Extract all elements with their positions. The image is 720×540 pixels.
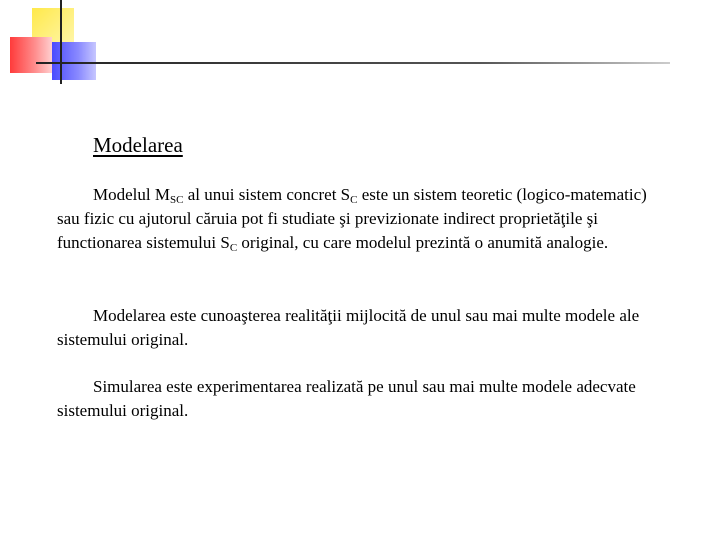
header-rule-line (36, 62, 670, 64)
paragraph-modelling-definition: Modelarea este cunoaşterea realităţii mijlocită de unul sau mai multe modele ale sistemului original. (57, 306, 640, 349)
p1-text-2: al unui sistem concret S (183, 185, 351, 204)
logo-red-square (10, 37, 52, 73)
p1-text-3: este un sistem teoretic (logico-matematic) sau fizic cu ajutorul căruia pot fi studiate şi previzionate indirect proprietăţile şi functionarea sistemului S (57, 185, 647, 252)
logo-blue-square (52, 42, 96, 80)
paragraph-simulation-definition: Simularea este experimentarea realizată pe unul sau mai multe modele adecvate sistemului original. (57, 377, 636, 420)
slide-title: Modelarea (93, 133, 183, 157)
p1-subscript-2: C (350, 194, 358, 206)
p1-subscript-1: SC (169, 194, 184, 206)
p1-text-1: Modelul M (93, 185, 170, 204)
p1-subscript-3: C (229, 242, 238, 254)
paragraph-model-definition (57, 183, 671, 255)
logo-vertical-line (60, 0, 62, 84)
p1-text-4: original, cu care modelul prezintă o anumită analogie. (237, 233, 609, 252)
